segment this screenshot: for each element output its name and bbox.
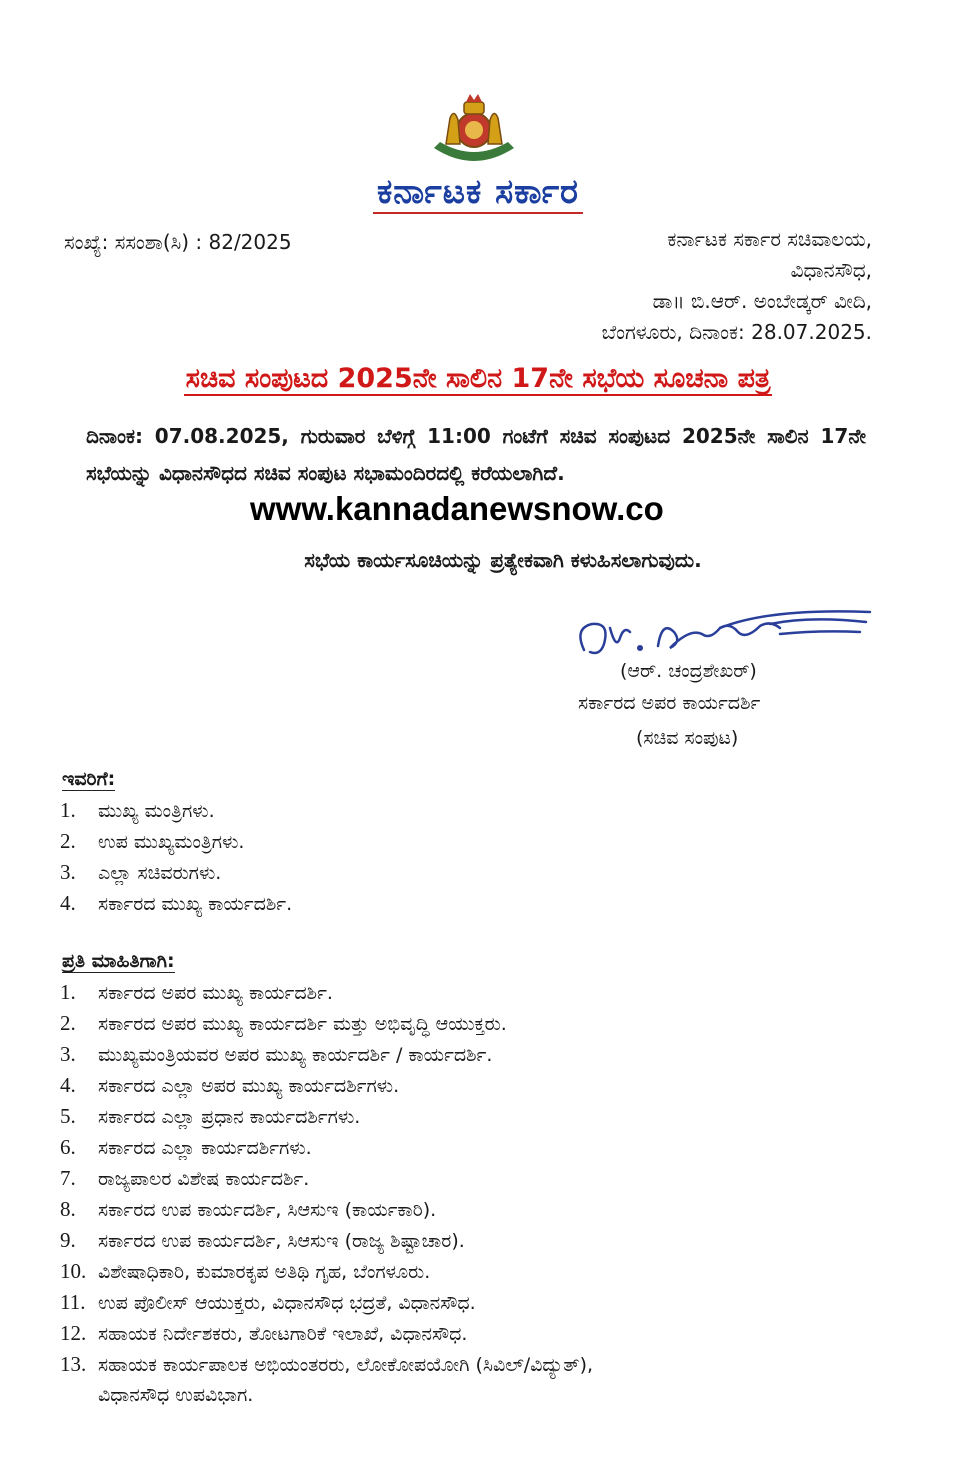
item-number: 4. <box>60 1073 76 1097</box>
address-line: ಡಾ॥ ಬಿ.ಆರ್. ಅಂಬೇಡ್ಕರ್ ವೀದಿ, <box>652 289 872 313</box>
item-text: ಸರ್ಕಾರದ ಅಪರ ಮುಖ್ಯ ಕಾರ್ಯದರ್ಶಿ. <box>98 982 333 1004</box>
item-number: 1. <box>60 798 76 822</box>
address-line: ವಿಧಾನಸೌಧ, <box>790 258 872 282</box>
recipients-heading-text: ಇವರಿಗೆ: <box>62 768 116 790</box>
item-number: 12. <box>60 1321 87 1345</box>
copy-to-heading <box>62 950 175 972</box>
item-text: ರಾಜ್ಯಪಾಲರ ವಿಶೇಷ ಕಾರ್ಯದರ್ಶಿ. <box>98 1168 310 1190</box>
item-text: ಸರ್ಕಾರದ ಎಲ್ಲಾ ಪ್ರಧಾನ ಕಾರ್ಯದರ್ಶಿಗಳು. <box>98 1106 361 1128</box>
handwritten-signature <box>570 598 880 668</box>
item-number: 7. <box>60 1166 76 1190</box>
item-text: ಸರ್ಕಾರದ ಉಪ ಕಾರ್ಯದರ್ಶಿ, ಸಿಆಸುಇ (ಕಾರ್ಯಕಾರಿ). <box>98 1199 437 1221</box>
government-title <box>0 172 956 212</box>
list-item <box>60 857 292 888</box>
item-text: ಎಲ್ಲಾ ಸಚಿವರುಗಳು. <box>98 862 222 884</box>
list-item <box>60 1132 593 1163</box>
list-item <box>60 1349 593 1380</box>
item-number: 2. <box>60 829 76 853</box>
agenda-note: ಸಭೆಯ ಕಾರ್ಯಸೂಚಿಯನ್ನು ಪ್ರತ್ಯೇಕವಾಗಿ ಕಳುಹಿಸಲಾಗುವುದು. <box>304 548 702 572</box>
list-item <box>60 1101 593 1132</box>
notice-body: ದಿನಾಂಕ: 07.08.2025, ಗುರುವಾರ ಬೆಳಿಗ್ಗೆ 11:00 ಗಂಟೆಗೆ ಸಚಿವ ಸಂಪುಟದ 2025ನೇ ಸಾಲಿನ 17ನೇ ಸಭೆಯನ್ನು ವಿಧಾನಸೌಧದ ಸಚಿವ ಸಂಪುಟ ಸಭಾಮಂದಿರದಲ್ಲಿ ಕರೆಯಲಾಗಿದೆ. <box>86 424 866 485</box>
list-item-continuation: ವಿಧಾನಸೌಧ ಉಪವಿಭಾಗ. <box>98 1384 254 1406</box>
copy-to-list <box>60 977 593 1411</box>
item-text: ಸರ್ಕಾರದ ಎಲ್ಲಾ ಕಾರ್ಯದರ್ಶಿಗಳು. <box>98 1137 312 1159</box>
list-item <box>60 826 292 857</box>
list-item <box>60 795 292 826</box>
item-text: ಉಪ ಮುಖ್ಯಮಂತ್ರಿಗಳು. <box>98 831 245 853</box>
notice-heading <box>0 363 956 395</box>
item-number: 2. <box>60 1011 76 1035</box>
item-text: ಸರ್ಕಾರದ ಅಪರ ಮುಖ್ಯ ಕಾರ್ಯದರ್ಶಿ ಮತ್ತು ಅಭಿವೃದ್ಧಿ ಆಯುಕ್ತರು. <box>98 1013 507 1035</box>
reference-number: ಸಂಖ್ಯೆ: ಸಸಂಶಾ(ಸಿ) : 82/2025 <box>64 230 292 254</box>
item-number: 5. <box>60 1104 76 1128</box>
copy-to-heading-text: ಪ್ರತಿ ಮಾಹಿತಿಗಾಗಿ: <box>62 950 175 972</box>
item-number: 13. <box>60 1352 87 1376</box>
list-item <box>60 1256 593 1287</box>
item-text: ಮುಖ್ಯಮಂತ್ರಿಯವರ ಅಪರ ಮುಖ್ಯ ಕಾರ್ಯದರ್ಶಿ / ಕಾರ್ಯದರ್ಶಿ. <box>98 1044 493 1066</box>
item-text: ಸಹಾಯಕ ನಿರ್ದೇಶಕರು, ತೋಟಗಾರಿಕೆ ಇಲಾಖೆ, ವಿಧಾನಸೌಧ. <box>98 1323 468 1345</box>
signatory-department: (ಸಚಿವ ಸಂಪುಟ) <box>636 727 739 749</box>
item-number: 6. <box>60 1135 76 1159</box>
list-item <box>60 1194 593 1225</box>
item-number: 10. <box>60 1259 87 1283</box>
list-item <box>60 1163 593 1194</box>
item-text: ಮುಖ್ಯ ಮಂತ್ರಿಗಳು. <box>98 800 215 822</box>
item-number: 8. <box>60 1197 76 1221</box>
item-number: 3. <box>60 1042 76 1066</box>
list-item <box>60 1008 593 1039</box>
list-item <box>60 1039 593 1070</box>
item-text: ಸರ್ಕಾರದ ಎಲ್ಲಾ ಅಪರ ಮುಖ್ಯ ಕಾರ್ಯದರ್ಶಿಗಳು. <box>98 1075 400 1097</box>
item-text: ಸರ್ಕಾರದ ಮುಖ್ಯ ಕಾರ್ಯದರ್ಶಿ. <box>98 893 293 915</box>
item-number: 4. <box>60 891 76 915</box>
state-emblem-icon <box>426 90 522 170</box>
item-text: ಸಹಾಯಕ ಕಾರ್ಯಪಾಲಕ ಅಭಿಯಂತರರು, ಲೋಕೋಪಯೋಗಿ (ಸಿವಿಲ್/ವಿದ್ಯುತ್), <box>98 1354 594 1376</box>
list-item <box>60 977 593 1008</box>
list-item <box>60 1287 593 1318</box>
item-number: 1. <box>60 980 76 1004</box>
address-line: ಕರ್ನಾಟಕ ಸರ್ಕಾರ ಸಚಿವಾಲಯ, <box>667 227 872 251</box>
office-address <box>602 224 872 348</box>
item-text: ವಿಶೇಷಾಧಿಕಾರಿ, ಕುಮಾರಕೃಪ ಅತಿಥಿ ಗೃಹ, ಬೆಂಗಳೂರು. <box>98 1261 431 1283</box>
government-title-text: ಕರ್ನಾಟಕ ಸರ್ಕಾರ <box>373 172 583 214</box>
item-number: 11. <box>60 1290 86 1314</box>
list-item <box>60 888 292 919</box>
list-item <box>60 1070 593 1101</box>
recipients-list <box>60 795 292 919</box>
signatory-designation: ಸರ್ಕಾರದ ಅಪರ ಕಾರ್ಯದರ್ಶಿ <box>578 692 761 714</box>
list-item <box>60 1225 593 1256</box>
item-number: 3. <box>60 860 76 884</box>
list-item <box>60 1318 593 1349</box>
item-number: 9. <box>60 1228 76 1252</box>
address-date-line: ಬೆಂಗಳೂರು, ದಿನಾಂಕ: 28.07.2025. <box>601 320 872 344</box>
item-text: ಉಪ ಪೊಲೀಸ್ ಆಯುಕ್ತರು, ವಿಧಾನಸೌಧ ಭದ್ರತೆ, ವಿಧಾನಸೌಧ. <box>98 1292 476 1314</box>
item-text: ಸರ್ಕಾರದ ಉಪ ಕಾರ್ಯದರ್ಶಿ, ಸಿಆಸುಇ (ರಾಜ್ಯ ಶಿಷ್ಟಾಚಾರ). <box>98 1230 465 1252</box>
website-watermark: www.kannadanewsnow.co <box>250 490 664 527</box>
notice-heading-text: ಸಚಿವ ಸಂಪುಟದ 2025ನೇ ಸಾಲಿನ 17ನೇ ಸಭೆಯ ಸೂಚನಾ ಪತ್ರ <box>185 363 771 394</box>
recipients-heading <box>62 768 115 790</box>
signatory-name: (ಆರ್. ಚಂದ್ರಶೇಖರ್) <box>620 660 757 682</box>
